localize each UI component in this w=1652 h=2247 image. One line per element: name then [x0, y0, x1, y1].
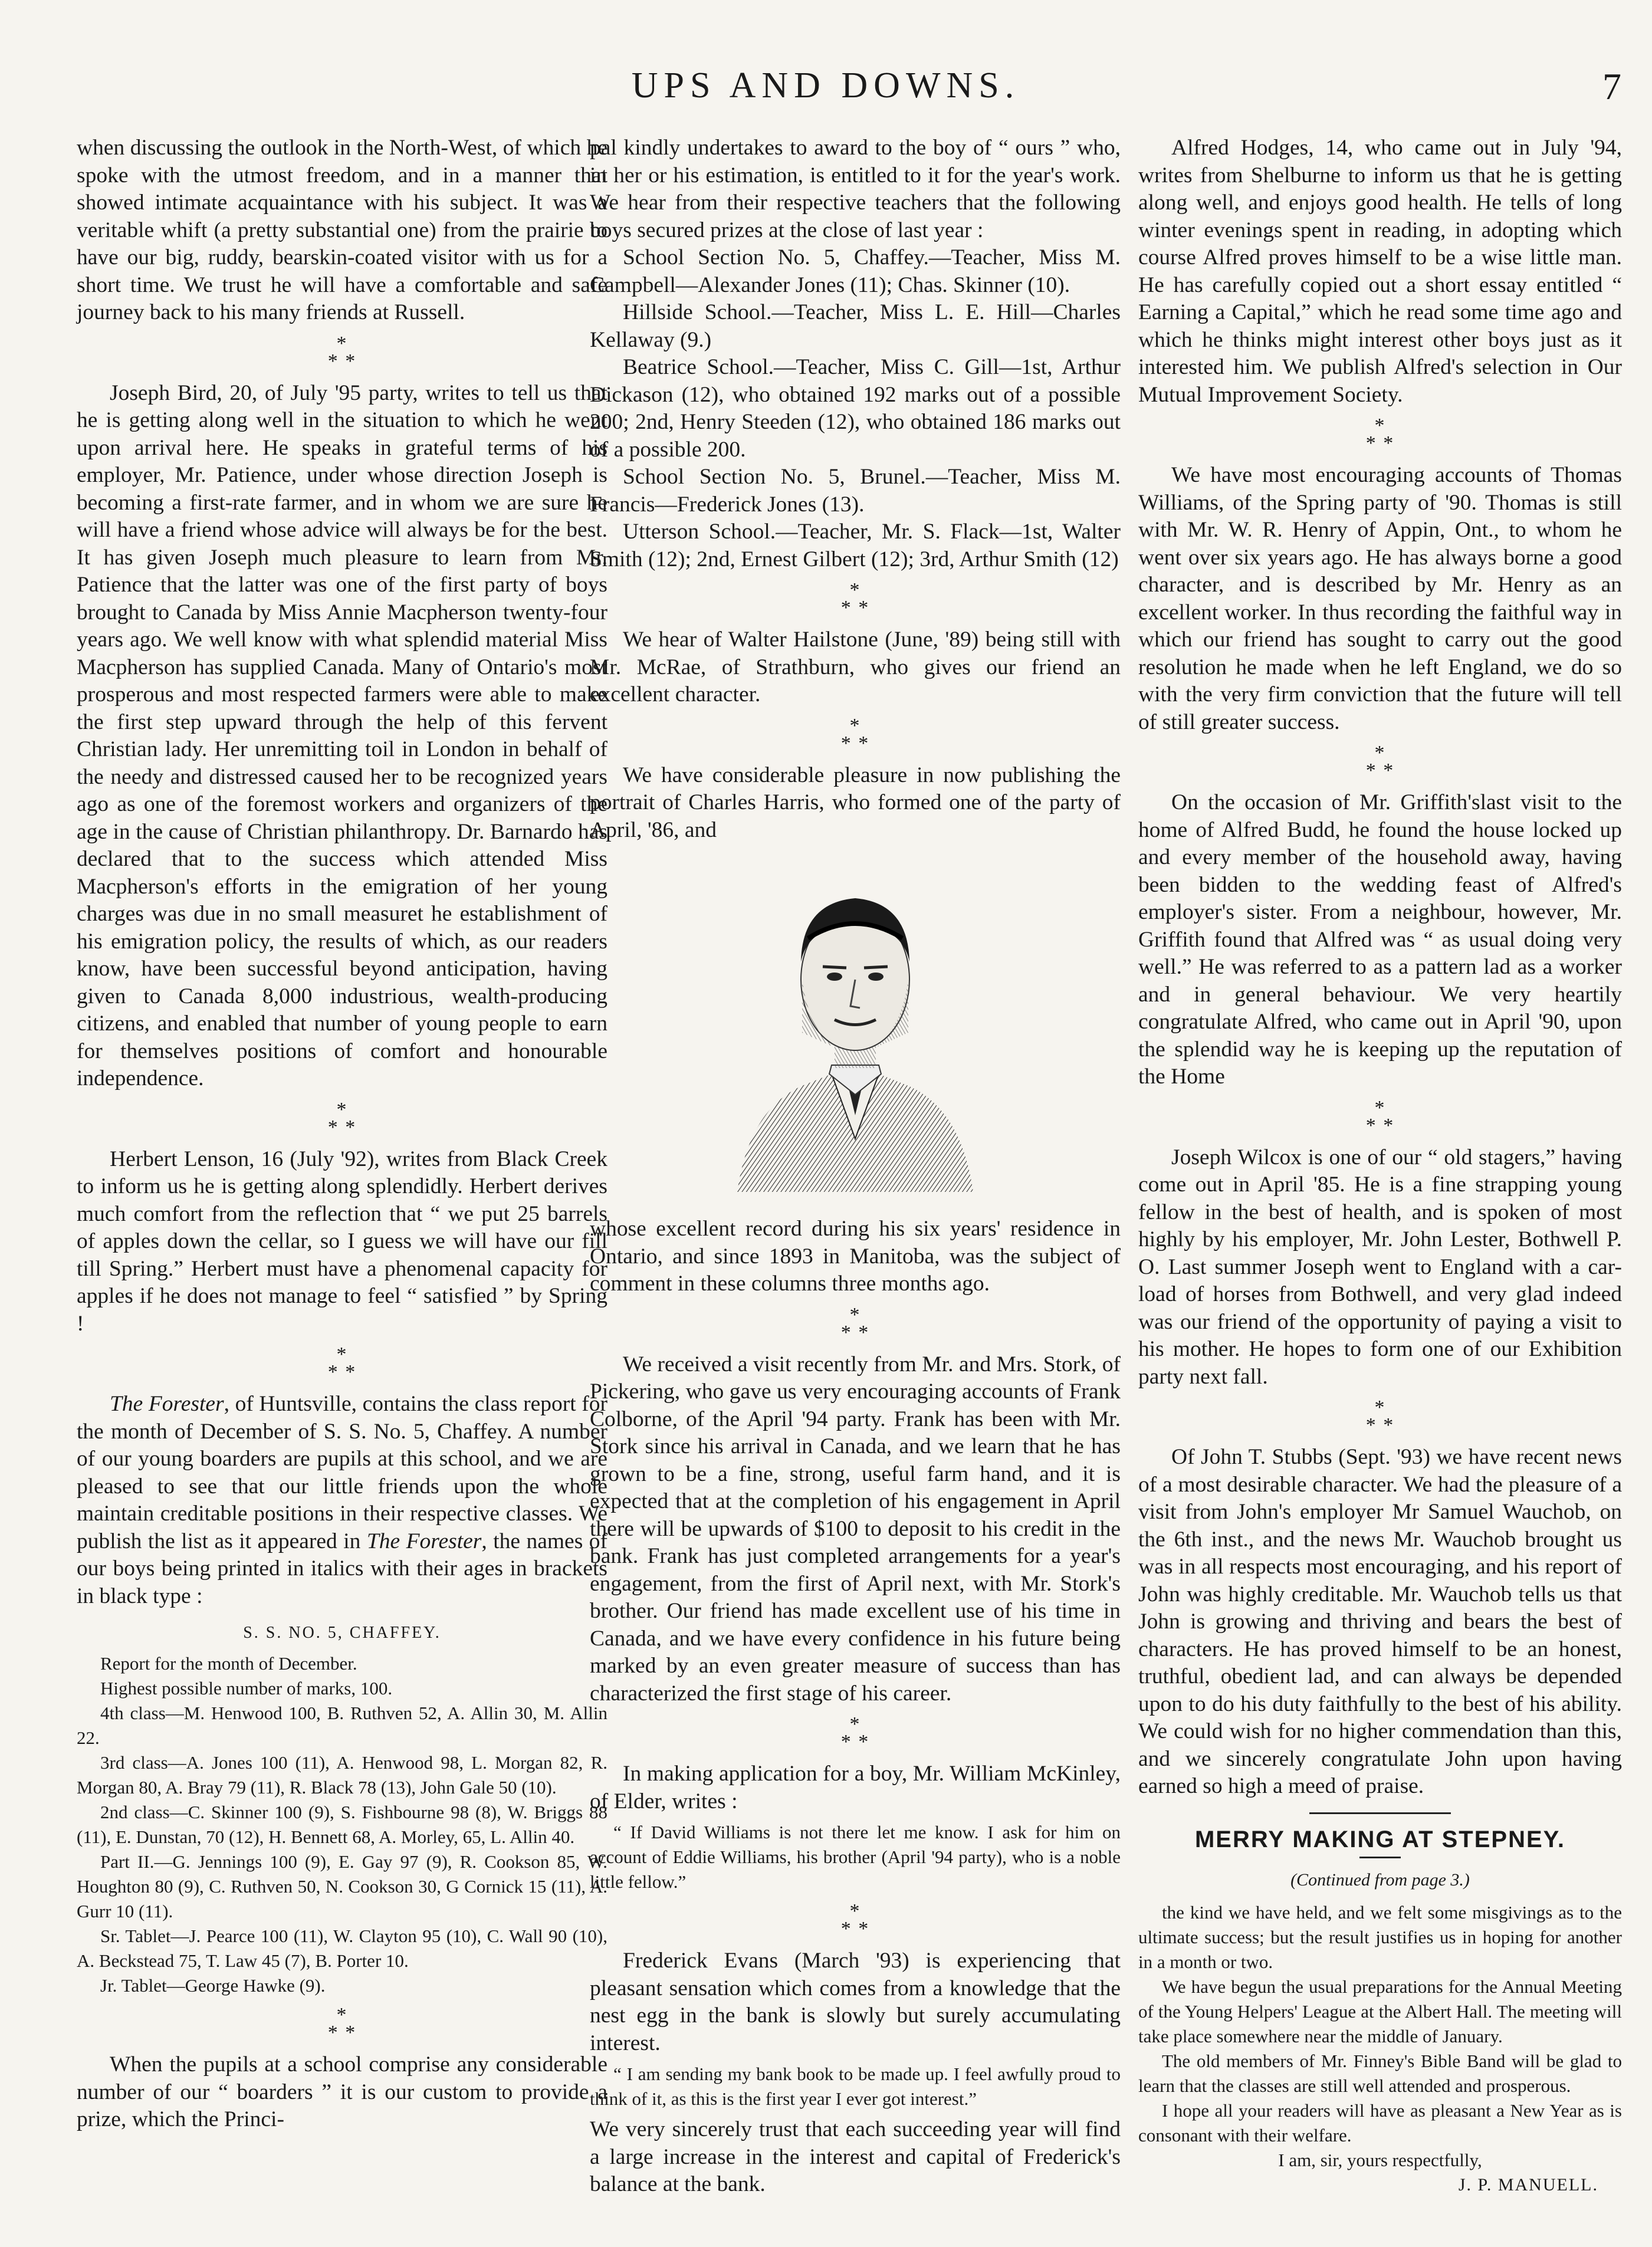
forester-title-2: The Forester	[366, 1529, 482, 1553]
paragraph-charles-harris: We have considerable pleasure in now publishing the portrait of Charles Harris, who formed one of the party of April, '86, and	[590, 763, 1121, 842]
class-report	[77, 1621, 607, 1998]
paragraph-john-stubbs: Of John T. Stubbs (Sept. '93) we have recent news of a most desirable character. We had the pleasure of a visit from John's employer Mr Samuel Wauchob, on the 6th inst., and the news Mr. Wauchob brought us was in all respects most encouraging, and his report of John was highly creditable. Mr. Wauchob tells us that John is growing and thriving and bears the best of characters. He has proved himself to be an honest, truthful, obedient lad, and can always be depended upon to do his duty faithfully to the best of his ability. We could wish for no higher commendation than this, and we sincerely congratulate John upon having earned so high a meed of praise.	[1138, 1445, 1622, 1798]
page-number: 7	[1602, 65, 1621, 107]
page-header	[0, 65, 1652, 130]
paragraph-mckinley: In making application for a boy, Mr. William McKinley, of Elder, writes :	[590, 1762, 1121, 1814]
paragraph-frederick-evans: Frederick Evans (March '93) is experiencing that pleasant sensation which comes from a knowledge that the nest egg in the bank is slowly but surely accumulating interest.	[590, 1949, 1121, 2055]
quote-mckinley: “ If David Williams is not there let me know. I ask for him on account of Eddie Williams, his brother (April '94 party), who is a noble little fellow.”	[590, 1822, 1121, 1892]
paragraph-prize: When the pupils at a school comprise any considerable number of our “ boarders ” it is our custom to provide a prize, which the Princi-	[77, 2052, 607, 2131]
paragraph-charles-harris-cont: whose excellent record during his six years' residence in Ontario, and since 1893 in Manitoba, was the subject of comment in these columns three months ago.	[590, 1217, 1121, 1296]
report-line: 4th class—M. Henwood 100, B. Ruthven 52, A. Allin 30, M. Allin 22.	[77, 1703, 607, 1748]
report-line: Jr. Tablet—George Hawke (9).	[100, 1975, 326, 1996]
paragraph-forester	[77, 1391, 607, 1610]
letter-closing: I am, sir, yours respectfully,	[1278, 2149, 1482, 2170]
prize-entry: Utterson School.—Teacher, Mr. S. Flack—1st, Walter Smith (12); 2nd, Ernest Gilbert (12); 3rd, Arthur Smith (12)	[590, 520, 1121, 571]
column-right	[1138, 134, 1622, 2197]
star-ornament: * * *	[1365, 1397, 1395, 1436]
star-ornament: * * *	[1365, 1096, 1395, 1136]
star-ornament: * * *	[327, 1343, 357, 1383]
prize-entry: Beatrice School.—Teacher, Miss C. Gill—1st, Arthur Dickason (12), who obtained 192 marks out of a possible 200; 2nd, Henry Steeden (12), who obtained 186 marks out of a possible 200.	[590, 355, 1121, 462]
prize-entry: School Section No. 5, Brunel.—Teacher, Miss M. Francis—Frederick Jones (13).	[590, 465, 1121, 517]
section-divider	[1309, 1812, 1451, 1814]
report-line: 3rd class—A. Jones 100 (11), A. Henwood 98, L. Morgan 82, R. Morgan 80, A. Bray 79 (11), R. Black 78 (13), John Gale 50 (10).	[77, 1752, 607, 1798]
report-line: 2nd class—C. Skinner 100 (9), S. Fishbourne 98 (8), W. Briggs 88 (11), E. Dunstan, 70 (12), H. Bennett 68, A. Morley, 65, L. Allin 40.	[77, 1802, 607, 1847]
paragraph-frederick-closing: We very sincerely trust that each succeeding year will find a large increase in the interest and capital of Frederick's balance at the bank.	[590, 2117, 1121, 2196]
paragraph-frank-colborne: We received a visit recently from Mr. and Mrs. Stork, of Pickering, who gave us very encouraging accounts of Frank Colborne, of the April '94 party. Frank has been with Mr. Stork since his arrival in Canada, and we learn that he has grown to be a fine, strong, useful farm hand, and it is expected that at the completion of his engagement in April there will be upwards of $100 to deposit to his credit in the bank. Frank has just completed arrangements for a year's engagement, from the first of April next, with Mr. Stork's brother. Our friend has made excellent use of his time in Canada, and we have every confidence in his future being marked by an even greater measure of success than has characterized the first stage of his career.	[590, 1352, 1121, 1706]
paragraph-alfred-hodges: Alfred Hodges, 14, who came out in July '94, writes from Shelburne to inform us that he is getting along well, and enjoys good health. He tells of long winter evenings spent in reading, in adopting which course Alfred proves himself to be a wise little man. He has carefully copied out a short essay entitled “ Earning a Capital,” which he read some time ago and which he thinks might interest other boys just as it interested him. We publish Alfred's selection in Our Mutual Improvement Society.	[1138, 136, 1622, 407]
paragraph-joseph-bird: Joseph Bird, 20, of July '95 party, writes to tell us that he is getting along well in the situation to which he went upon arrival here. He speaks in grateful terms of his employer, Mr. Patience, under whose direction Joseph is becoming a first-rate farmer, and in whom we are sure he will have a friend whose advice will always be for the best. It has given Joseph much pleasure to learn from Mr. Patience that the latter was one of the first party of boys brought to Canada by Miss Annie Macpherson twenty-four years ago. We well know with what splendid material Miss Macpherson has supplied Canada. Many of Ontario's most prosperous and most respected farmers were able to make the first step upward through the help of this fervent Christian lady. Her unremitting toil in London in behalf of the needy and distressed caused her to be recognized years ago as one of the foremost workers and organizers of the age in the cause of Christian philanthropy. Dr. Barnardo has declared that to the success which attended Miss Macpherson's efforts in the emigration of her young charges was due in no small measuret he establishment of his emigration policy, the results of which, as our readers know, have been successful beyond anticipation, having given to Canada 8,000 industrious, wealth-producing citizens, and enabled that number of young people to earn for themselves positions of comfort and honourable independence.	[77, 380, 607, 1090]
paragraph-alfred-budd: On the occasion of Mr. Griffith'slast visit to the home of Alfred Budd, he found the house locked up and every member of the household away, having been bidden to the wedding feast of Alfred's employer's sister. From a neighbour, however, Mr. Griffith found that Alfred was “ as usual doing very well.” He was referred to as a pattern lad as a worker and in general behaviour. We very heartily congratulate Alfred, who came out in April '90, upon the splendid way he is keeping up the reputation of the Home	[1138, 790, 1622, 1089]
letter-paragraph: The old members of Mr. Finney's Bible Band will be glad to learn that the classes are still well attended and prosperous.	[1138, 2050, 1622, 2096]
paragraph-prize-cont: pal kindly undertakes to award to the boy of “ ours ” who, in her or his estimation, is entitled to it for the year's work. We hear from their respective teachers that the following boys secured prizes at the close of last year :	[590, 136, 1121, 242]
star-ornament: * * *	[840, 714, 870, 754]
section-title-stepney: MERRY MAKING AT STEPNEY.	[1194, 1826, 1566, 1852]
paragraph-herbert-lenson: Herbert Lenson, 16 (July '92), writes from Black Creek to inform us he is getting along splendidly. Herbert derives much comfort from the reflection that “ we put 25 barrels of apples down the cellar, so I guess we will have our fill till Spring.” Herbert must have a phenomenal capacity for apples if he does not manage to feel “ satisfied ” by Spring !	[77, 1147, 607, 1336]
report-line: Highest possible number of marks, 100.	[100, 1678, 393, 1699]
forester-text-b: , the names of our boys being printed in italics with their ages in brackets in black type :	[77, 1529, 607, 1608]
star-ornament: * * *	[327, 332, 357, 372]
title-underline	[1359, 1857, 1401, 1858]
letter-paragraph: the kind we have held, and we felt some misgivings as to the ultimate success; but the result justifies us in hoping for another in a month or two.	[1138, 1901, 1622, 1972]
star-ornament: * * *	[840, 1713, 870, 1753]
running-title: UPS AND DOWNS.	[631, 65, 1020, 106]
column-middle	[590, 134, 1121, 2199]
star-ornament: * * *	[840, 1303, 870, 1343]
paragraph-visitor: when discussing the outlook in the North-West, of which he spoke with the utmost freedom, and in a manner that showed intimate acquaintance with his subject. It was a veritable whift (a pretty substantial one) from the prairie to have our big, ruddy, bearskin-coated visitor with us for a short time. We trust he will have a comfortable and safe journey back to his many friends at Russell.	[77, 136, 607, 324]
continued-note: (Continued from page 3.)	[1290, 1870, 1470, 1890]
report-line: Part II.—G. Jennings 100 (9), E. Gay 97 (9), R. Cookson 85, W. Houghton 80 (9), C. Ruthven 50, N. Cookson 30, G Cornick 15 (11), A. Gurr 10 (11).	[77, 1851, 607, 1921]
column-left	[77, 134, 607, 2134]
letter-paragraph: I hope all your readers will have as pleasant a New Year as is consonant with their welfare.	[1138, 2100, 1622, 2146]
star-ornament: * * *	[1365, 742, 1395, 781]
report-line: Sr. Tablet—J. Pearce 100 (11), W. Clayton 95 (10), C. Wall 90 (10), A. Beckstead 75, T. Law 45 (7), B. Porter 10.	[77, 1926, 607, 1971]
prize-entry: School Section No. 5, Chaffey.—Teacher, Miss M. Campbell—Alexander Jones (11); Chas. Skinner (10).	[590, 245, 1121, 297]
letter-paragraph: We have begun the usual preparations for the Annual Meeting of the Young Helpers' League at the Albert Hall. The meeting will take place somewhere near the middle of January.	[1138, 1976, 1622, 2046]
paragraph-joseph-wilcox: Joseph Wilcox is one of our “ old stagers,” having come out in April '85. He is a fine strapping young fellow in the best of health, and is spoken of most highly by his employer, Mr. John Lester, Bothwell P. O. Last summer Joseph went to England with a car-load of horses from Bothwell, and very glad indeed was our friend of the opportunity of paying a visit to his mother. He hopes to form one of our Exhibition party next fall.	[1138, 1145, 1622, 1389]
star-ornament: * * *	[840, 579, 870, 619]
paragraph-walter-hailstone: We hear of Walter Hailstone (June, '89) being still with Mr. McRae, of Strathburn, who gives our friend an excellent character.	[590, 628, 1121, 707]
paragraph-thomas-williams: We have most encouraging accounts of Thomas Williams, of the Spring party of '90. Thomas is still with Mr. W. R. Henry of Appin, Ont., to whom he went over six years ago. He has always borne a good character, and is described by Mr. Henry as an excellent worker. In thus recording the faithful way in which our friend has sought to carry out the good resolution he made when he left England, we do so with the very firm conviction that the future will tell of still greater success.	[1138, 463, 1622, 734]
star-ornament: * * *	[327, 1098, 357, 1138]
class-report-heading: S. S. NO. 5, CHAFFEY.	[243, 1624, 441, 1642]
star-ornament: * * *	[1365, 415, 1395, 454]
prize-entry: Hillside School.—Teacher, Miss L. E. Hill—Charles Kellaway (9.)	[590, 300, 1121, 352]
forester-text-a: , of Huntsville, contains the class report for the month of December of S. S. No. 5, Chaffey. A number of our young boarders are pupils at this school, and we are pleased to see that our little friends upon the whole maintain creditable positions in their respective classes. We publish the list as it appeared in	[77, 1392, 607, 1553]
letter-body	[1138, 1900, 1622, 2197]
portrait-charles-harris	[714, 862, 997, 1192]
letter-signature: J. P. MANUELL.	[1458, 2174, 1598, 2195]
quote-frederick-evans: “ I am sending my bank book to be made up. I feel awfully proud to think of it, as this is the first year I ever got interest.”	[590, 2064, 1121, 2109]
star-ornament: * * *	[327, 2004, 357, 2044]
forester-title: The Forester	[110, 1392, 224, 1416]
report-line: Report for the month of December.	[100, 1653, 357, 1674]
star-ornament: * * *	[840, 1900, 870, 1940]
